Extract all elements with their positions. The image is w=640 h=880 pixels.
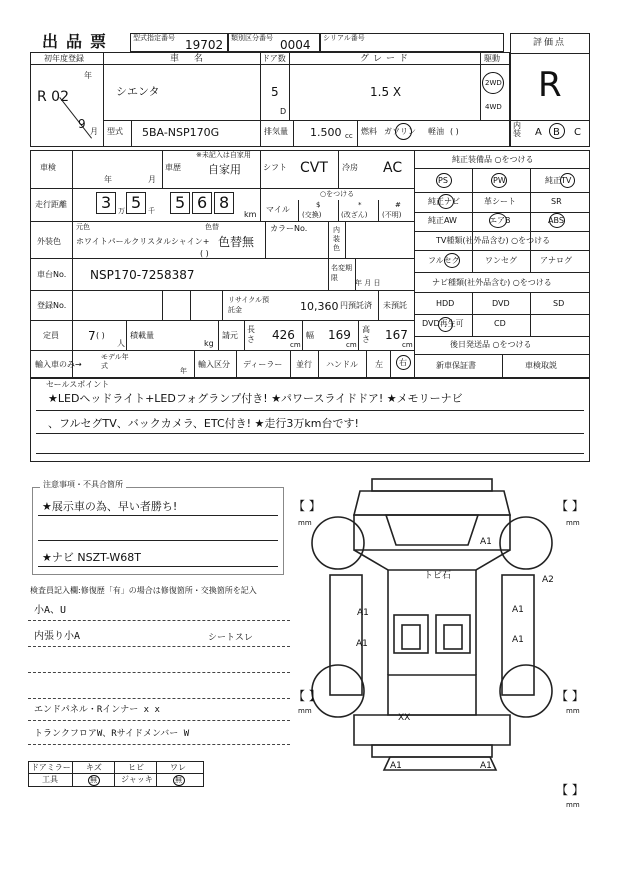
inspector-line-5: エンドパネル・Rインナー x x [34, 705, 160, 715]
interior-c: C [574, 127, 581, 138]
kg-unit: kg [204, 339, 214, 348]
capacity-paren: ( ) [96, 331, 105, 340]
load-label: 積載量 [130, 331, 154, 340]
mileage-d4: 6 [197, 193, 208, 212]
nav-sd: SD [553, 299, 565, 308]
nav-hdd: HDD [436, 299, 455, 308]
model-no-label: 型式指定番号 [133, 34, 175, 42]
fuel-label: 燃料 [361, 127, 377, 136]
history-value: 自家用 [208, 163, 241, 176]
handle-label: ハンドル [326, 360, 358, 369]
first-reg-label: 初年度登録 [44, 54, 84, 63]
sales-label: セールスポイント [46, 380, 110, 389]
month-unit: 月 [90, 127, 98, 136]
width: 169 [328, 328, 351, 342]
history-note: ※未記入は自家用 [196, 151, 251, 159]
notes-label: 注意事項・不具合箇所 [40, 481, 126, 489]
displacement: 1.500 [310, 126, 342, 139]
nav-title: ナビ種類(社外品含む) ○をつける [432, 278, 552, 287]
equip-airbag-circle [489, 213, 507, 228]
mark-a2: A2 [542, 575, 554, 585]
equip-tv-circle [560, 173, 575, 188]
equip-ps: PS [438, 176, 448, 185]
fuel-circle [395, 123, 412, 140]
chassis-label: 車台No. [37, 270, 67, 279]
tv-analog: アナログ [540, 256, 572, 265]
legend-mirror: ドアミラー [31, 763, 71, 772]
swap-label: (交換) [302, 211, 322, 219]
mark-a1-front-right: A1 [480, 537, 492, 547]
mark-a1-left-rear: A1 [356, 639, 368, 649]
import-label: 輸入車のみ→ [35, 360, 82, 369]
inspector-line-2a: 内張り小A [34, 631, 81, 642]
mileage-d3: 5 [175, 193, 186, 212]
mark-a1-rear-bumper-left: A1 [390, 761, 402, 771]
length-label: 長さ [247, 325, 255, 344]
tire-rear-right: 【 】 [556, 689, 584, 703]
mm-rear-right: mm [566, 707, 580, 715]
person-unit: 人 [117, 339, 125, 348]
color-code-label: カラーNo. [270, 224, 308, 233]
cc-unit: cc [345, 132, 353, 140]
mm-rear-left: mm [298, 707, 312, 715]
equip-pw: PW [493, 176, 506, 185]
car-name-label: 車 名 [170, 54, 209, 64]
notes-line-1: ★展示車の為、早い者勝ち! [42, 500, 178, 513]
sales-line-2: 、フルセグTV、バックカメラ、ETC付き! ★走行3万km台です! [48, 417, 359, 430]
docs-title: 後日発送品 ○をつける [450, 340, 532, 349]
nav-cd: CD [494, 319, 506, 328]
tv-one: ワンセグ [485, 256, 517, 265]
serial-label: シリアル番号 [323, 34, 365, 42]
mileage-d5: 8 [219, 193, 230, 212]
rating-value: R [538, 65, 562, 105]
year-unit: 年 [84, 71, 92, 80]
interior-b: B [553, 127, 560, 138]
car-damage-diagram [290, 475, 600, 820]
drive-2wd: 2WD [485, 79, 502, 87]
drive-4wd: 4WD [485, 103, 502, 111]
mark-xx: XX [398, 713, 411, 723]
sales-line-1: ★LEDヘッドライト+LEDフォグランプ付き! ★パワースライドドア! ★メモリーナビ [48, 392, 463, 405]
type-label: 型式 [107, 127, 123, 136]
model-year-label: モデル年式 [101, 353, 129, 370]
cm-3: cm [402, 341, 413, 349]
recycle-amount: 10,360 [300, 300, 339, 313]
inspection-label: 車検 [40, 163, 56, 172]
door-type: D [280, 107, 287, 116]
color-no-label: 色替 [205, 223, 219, 231]
fuel-bracket: ( ) [450, 127, 459, 136]
inspector-line-6: トランクフロアW、Rサイドメンバー W [34, 729, 190, 739]
tv-full-circle [444, 253, 460, 268]
reg-era: R 02 [37, 89, 69, 105]
legend-scratch: キズ [86, 763, 102, 772]
orig-color-label: 元色 [76, 223, 90, 231]
mileage-d2: 5 [131, 193, 142, 212]
shift-label: シフト [263, 163, 287, 172]
grade-label: グレード [360, 54, 413, 64]
grade: 1.5 X [370, 85, 402, 99]
nav-dvd-play-circle [438, 317, 453, 332]
docs-manual: 車検取説 [525, 361, 557, 370]
color-label: 外装色 [37, 237, 61, 246]
ac-value: AC [383, 160, 403, 176]
orig-color: ホワイトパールクリスタルシャイン+ [76, 237, 210, 246]
capacity-label: 定員 [43, 331, 59, 340]
tamper-sym: * [358, 201, 362, 209]
notes-line-3: ★ナビ NSZT-W68T [42, 551, 141, 564]
legend-break: ワレ [170, 763, 186, 772]
equipment-title: 純正装備品 ○をつける [452, 155, 534, 164]
mark-a1-right-door: A1 [512, 605, 524, 615]
mm-spare: mm [566, 801, 580, 809]
tamper-label: (改ざん) [341, 211, 368, 219]
drive-label: 駆動 [484, 54, 500, 63]
mile-label: マイル [266, 205, 290, 214]
reg-label: 登録No. [37, 301, 67, 310]
dealer-option: ディーラー [243, 360, 283, 369]
mark-a1-left-door: A1 [357, 608, 369, 618]
rating-label: 評価点 [533, 38, 567, 48]
km-unit: km [244, 210, 257, 219]
displacement-label: 排気量 [264, 127, 288, 136]
class-no: 0004 [280, 38, 311, 52]
shift-value: CVT [300, 160, 328, 176]
inspection-year-unit: 年 [104, 175, 112, 184]
reg-month: 9 [78, 117, 86, 131]
mark-a1-rear-bumper-right: A1 [480, 761, 492, 771]
legend-tools-value: 無 [90, 776, 97, 784]
model-no: 19702 [185, 38, 224, 52]
car-type: 5BA-NSP170G [142, 126, 220, 139]
import-class-label: 輸入区分 [198, 360, 230, 369]
width-label: 幅 [306, 331, 314, 340]
nav-dvd-play: DVD再生可 [422, 319, 464, 328]
tire-front-left: 【 】 [293, 499, 321, 513]
model-year-unit: 年 [180, 367, 187, 375]
mileage-d1: 3 [101, 193, 112, 212]
capacity: 7 [88, 329, 96, 343]
page-title: 出品票 [42, 32, 115, 51]
color-change: 色替無 [218, 235, 255, 249]
not-deposited: 未預託 [383, 301, 407, 310]
equip-airbag: エアB [489, 216, 511, 225]
mileage-label: 走行距離 [35, 200, 67, 209]
chassis-no: NSP170-7258387 [90, 268, 195, 282]
equip-navi: 純正ナビ [428, 197, 460, 206]
cm-1: cm [290, 341, 301, 349]
class-no-label: 類別区分番号 [231, 34, 273, 42]
equip-ps-circle [436, 173, 452, 188]
tv-full: フルセグ [428, 256, 460, 265]
circle-note: ○をつける [320, 190, 355, 198]
equip-leather: 革シート [484, 197, 516, 206]
tv-title: TV種類(社外品含む) ○をつける [436, 236, 551, 245]
mark-a1-right-rear: A1 [512, 635, 524, 645]
mm-front-right: mm [566, 519, 580, 527]
fuel-gasoline: ガソリン [384, 127, 416, 136]
man-unit: 万 [118, 207, 125, 215]
parallel-option: 並行 [296, 360, 312, 369]
equip-aw: 純正AW [428, 216, 457, 225]
equip-sr: SR [551, 197, 562, 206]
legend-crack: ヒビ [128, 763, 144, 772]
equip-navi-circle [438, 194, 454, 209]
legend-jack-value: 無 [175, 776, 182, 784]
history-label: 車歴 [165, 163, 181, 172]
legend-tools: 工具 [42, 775, 58, 784]
right-option: 右 [399, 358, 407, 367]
cm-2: cm [346, 341, 357, 349]
nav-dvd: DVD [492, 299, 510, 308]
recycle-label: リサイクル預託金 [228, 296, 270, 314]
tire-front-right: 【 】 [556, 499, 584, 513]
length: 426 [272, 328, 295, 342]
color-paren: ( ) [200, 249, 209, 258]
equip-abs: ABS [548, 216, 564, 225]
docs-warranty: 新車保証書 [436, 361, 476, 370]
height-label: 高さ [362, 325, 370, 344]
fuel-diesel: 軽油 [428, 127, 444, 136]
swap-sym: $ [316, 201, 321, 209]
mark-stone-chip: トビ石 [424, 571, 452, 581]
ac-label: 冷房 [342, 163, 358, 172]
doors: 5 [271, 85, 279, 99]
height: 167 [385, 328, 408, 342]
tire-spare: 【 】 [556, 783, 584, 797]
inspector-line-2b: シートスレ [208, 633, 253, 643]
inspection-month-unit: 月 [148, 175, 156, 184]
transfer-label: 名変期限 [331, 264, 352, 282]
mm-front-left: mm [298, 519, 312, 527]
legend-jack: ジャッキ [121, 775, 153, 784]
equip-pw-circle [491, 173, 507, 188]
unknown-sym: # [395, 201, 401, 209]
car-name: シエンタ [116, 85, 160, 98]
recycle-unit: 円預託済 [340, 301, 372, 310]
interior-label: 内装 [513, 121, 521, 138]
sen-unit: 千 [148, 207, 155, 215]
doors-label: ドア数 [262, 54, 286, 63]
tire-rear-left: 【 】 [293, 689, 321, 703]
inspector-line-1: 小A、U [34, 605, 67, 616]
equip-abs-circle [549, 213, 565, 228]
inspector-label: 検査員記入欄:修復歴「有」の場合は修復箇所・交換箇所を記入 [30, 586, 257, 595]
unknown-label: (不明) [382, 211, 402, 219]
equip-tv: 純正TV [545, 176, 572, 185]
interior-color-label: 内装色 [333, 226, 340, 252]
left-option: 左 [375, 360, 383, 369]
interior-a: A [535, 127, 542, 138]
price-label: 請元 [222, 331, 238, 340]
transfer-date: 年 月 日 [355, 279, 381, 287]
